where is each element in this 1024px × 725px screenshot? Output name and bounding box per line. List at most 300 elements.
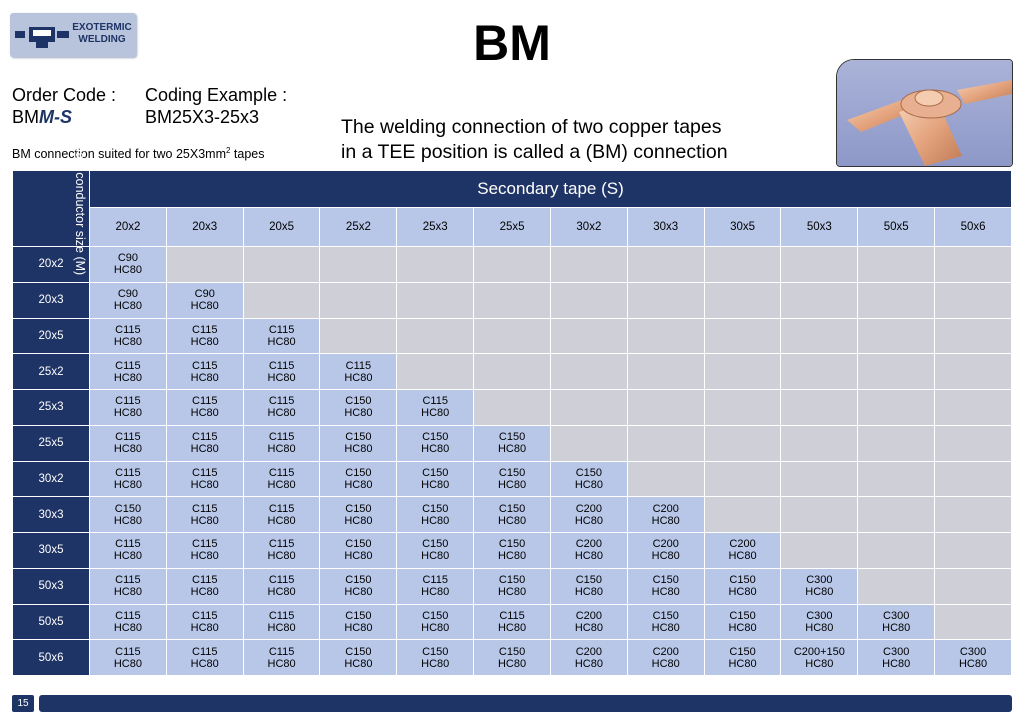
suited-after: tapes [230,147,265,162]
table-row [13,533,1012,569]
table-cell [90,533,167,569]
table-cell [90,318,167,354]
table-cell-empty [858,461,935,497]
description-line1: The welding connection of two copper tapes [341,116,722,138]
table-cell-empty [704,497,781,533]
table-cell-empty [550,390,627,426]
cell-handle-code: HC80 [497,657,527,670]
table-cell-empty [935,461,1012,497]
column-header: 25x5 [474,208,551,247]
table-cell [243,568,320,604]
row-header: 50x3 [13,568,90,604]
table-cell-empty [474,318,551,354]
table-cell-empty [781,390,858,426]
cell-handle-code: HC80 [344,657,373,670]
table-cell [858,640,935,676]
table-cell [474,425,551,461]
table-cell-empty [858,318,935,354]
cell-mould-code: C115 [115,609,141,622]
table-cell-empty [935,604,1012,640]
table-cell [704,568,781,604]
cell-mould-code: C150 [498,466,526,479]
suited-before: BM connection suited for two 25X3mm [12,147,226,162]
cell-mould-code: C115 [192,609,218,622]
cell-handle-code: HC80 [190,407,219,420]
table-cell [320,533,397,569]
main-conductor-label: Main conductor size (M) [73,141,88,276]
table-cell [320,354,397,390]
table-cell [166,497,243,533]
table-cell [627,604,704,640]
cell-mould-code: C150 [498,431,526,444]
table-cell [704,533,781,569]
cell-mould-code: C115 [192,323,218,336]
cell-mould-code: C115 [268,466,295,479]
table-cell [627,497,704,533]
table-cell-empty [935,533,1012,569]
cell-mould-code: C115 [192,645,218,658]
cell-handle-code: HC80 [574,621,603,634]
table-cell-empty [397,247,474,283]
cell-mould-code: C115 [268,538,295,551]
cell-mould-code: C150 [345,502,372,515]
cell-handle-code: HC80 [421,443,450,456]
cell-handle-code: HC80 [113,550,142,563]
table-cell-empty [704,461,781,497]
column-header: 20x2 [90,208,167,247]
table-cell-empty [320,282,397,318]
table-cell [166,390,243,426]
row-header: 30x5 [13,533,90,569]
cell-handle-code: HC80 [190,300,219,313]
table-cell [858,604,935,640]
cell-mould-code: C300 [806,574,833,587]
table-cell [243,318,320,354]
table-cell-empty [243,282,320,318]
table-cell [166,568,243,604]
cell-mould-code: C150 [575,574,603,587]
table-cell [90,390,167,426]
cell-handle-code: HC80 [421,657,450,670]
table-row [13,354,1012,390]
cell-handle-code: HC80 [113,407,142,420]
cell-mould-code: C115 [268,502,295,515]
cell-mould-code: C115 [192,538,218,551]
logo-line1: EXOTERMIC [72,22,132,33]
table-cell [320,390,397,426]
table-cell [397,533,474,569]
table-cell [166,318,243,354]
cell-handle-code: HC80 [190,443,219,456]
cell-handle-code: HC80 [497,550,527,563]
cell-handle-code: HC80 [421,407,450,420]
cell-handle-code: HC80 [190,550,219,563]
table-row [13,282,1012,318]
cell-handle-code: HC80 [497,478,527,491]
cell-handle-code: HC80 [574,586,603,599]
cell-handle-code: HC80 [190,514,219,527]
table-cell-empty [704,282,781,318]
cell-mould-code: C115 [268,574,295,587]
table-cell-empty [935,318,1012,354]
table-cell-empty [935,425,1012,461]
cell-mould-code: C150 [652,609,679,622]
cell-handle-code: HC80 [651,550,680,563]
cell-handle-code: HC80 [190,657,219,670]
cell-mould-code: C115 [115,538,141,551]
cell-handle-code: HC80 [344,621,373,634]
cell-handle-code: HC80 [113,300,142,313]
cell-mould-code: C150 [114,502,142,515]
table-cell-empty [550,354,627,390]
copper-tee-illustration [837,60,1012,166]
table-row [13,568,1012,604]
table-cell [320,461,397,497]
column-header: 30x3 [627,208,704,247]
cell-handle-code: HC80 [651,586,680,599]
table-cell-empty [474,390,551,426]
cell-mould-code: C115 [422,574,448,587]
cell-mould-code: C150 [729,609,756,622]
cell-handle-code: HC80 [113,514,142,527]
cell-handle-code: HC80 [421,514,450,527]
suited-sup: 2 [226,146,231,155]
table-cell [90,354,167,390]
cell-handle-code: HC80 [421,621,450,634]
table-cell-empty [858,354,935,390]
cell-handle-code: HC80 [805,586,834,599]
table-cell [397,497,474,533]
table-cell [397,604,474,640]
cell-handle-code: HC80 [267,335,296,348]
cell-mould-code: C115 [192,502,218,515]
table-cell-empty [781,318,858,354]
description-line2: in a TEE position is called a (BM) connection [341,141,728,163]
column-header: 50x5 [858,208,935,247]
table-row [13,318,1012,354]
row-header: 25x3 [13,390,90,426]
order-code [12,106,72,128]
table-cell [627,640,704,676]
table-cell [166,354,243,390]
cell-mould-code: C200 [575,645,603,658]
table-cell [243,425,320,461]
table-cell [243,354,320,390]
cell-mould-code: C150 [345,538,372,551]
order-code-label: Order Code : [12,85,117,105]
cell-mould-code: C115 [192,574,218,587]
cell-handle-code: HC80 [190,335,219,348]
cell-handle-code: HC80 [805,621,834,634]
cell-mould-code: C300 [883,609,910,622]
table-cell-empty [627,461,704,497]
table-cell [243,604,320,640]
table-cell-empty [243,247,320,283]
cell-handle-code: HC80 [113,264,142,277]
table-row [13,390,1012,426]
cell-handle-code: HC80 [574,478,603,491]
table-cell [90,604,167,640]
cell-handle-code: HC80 [267,371,296,384]
cell-handle-code: HC80 [497,586,527,599]
cell-mould-code: C150 [498,574,526,587]
table-cell [320,425,397,461]
table-cell [474,640,551,676]
cell-mould-code: C115 [115,645,141,658]
table-cell [627,533,704,569]
cell-handle-code: HC80 [267,550,296,563]
cell-handle-code: HC80 [805,657,834,670]
cell-handle-code: HC80 [497,514,527,527]
table-cell-empty [704,247,781,283]
table-cell-empty [935,354,1012,390]
cell-handle-code: HC80 [574,657,603,670]
table-cell [90,461,167,497]
column-header: 20x5 [243,208,320,247]
cell-mould-code: C115 [345,359,372,372]
table-cell [320,497,397,533]
table-cell [243,497,320,533]
table-cell [550,640,627,676]
table-cell [397,640,474,676]
table-cell-empty [397,318,474,354]
table-cell [166,640,243,676]
column-header: 30x2 [550,208,627,247]
cell-mould-code: C150 [345,645,372,658]
cell-handle-code: HC80 [113,335,142,348]
cell-mould-code: C115 [268,359,295,372]
table-cell-empty [550,425,627,461]
table-cell-empty [550,282,627,318]
cell-mould-code: C115 [268,431,295,444]
cell-mould-code: C115 [115,574,141,587]
cell-mould-code: C200 [652,645,679,658]
table-row [13,425,1012,461]
cell-handle-code: HC80 [267,443,296,456]
cell-handle-code: HC80 [344,478,373,491]
table-cell-empty [781,354,858,390]
row-header: 25x2 [13,354,90,390]
table-cell [474,497,551,533]
table-cell-empty [166,247,243,283]
coding-example-label: Coding Example : [145,85,288,105]
page-number: 15 [12,695,34,712]
column-header: 20x3 [166,208,243,247]
cell-mould-code: C90 [117,252,138,265]
cell-handle-code: HC80 [958,657,988,670]
table-cell-empty [781,497,858,533]
cell-handle-code: HC80 [190,621,219,634]
table-cell-empty [627,247,704,283]
coding-example-code: BM25X3-25x3 [145,107,260,127]
table-row [13,247,1012,283]
table-cell-empty [935,282,1012,318]
cell-handle-code: HC80 [190,478,219,491]
cell-mould-code: C150 [345,574,372,587]
cell-mould-code: C150 [652,574,679,587]
table-cell [243,390,320,426]
table-cell [550,604,627,640]
cell-handle-code: HC80 [497,443,527,456]
table-cell-empty [474,282,551,318]
cell-mould-code: C300 [883,645,910,658]
table-cell-empty [935,390,1012,426]
logo-line2: WELDING [78,34,126,45]
table-cell [243,640,320,676]
row-header: 30x3 [13,497,90,533]
row-header: 25x5 [13,425,90,461]
table-cell [397,568,474,604]
cell-handle-code: HC80 [113,657,142,670]
cell-handle-code: HC80 [344,514,373,527]
table-cell-empty [474,247,551,283]
product-photo [836,59,1013,167]
table-cell-empty [858,568,935,604]
cell-handle-code: HC80 [344,443,373,456]
cell-mould-code: C150 [345,609,372,622]
cell-handle-code: HC80 [190,371,219,384]
table-row [13,461,1012,497]
cell-mould-code: C150 [345,395,372,408]
table-cell-empty [550,318,627,354]
cell-handle-code: HC80 [421,478,450,491]
cell-handle-code: HC80 [267,407,296,420]
table-cell-empty [858,390,935,426]
cell-handle-code: HC80 [574,514,603,527]
table-cell [550,497,627,533]
cell-mould-code: C150 [422,431,449,444]
table-cell-empty [858,497,935,533]
cell-handle-code: HC80 [421,550,450,563]
cell-handle-code: HC80 [728,657,757,670]
row-header: 30x2 [13,461,90,497]
row-header: 50x6 [13,640,90,676]
cell-mould-code: C150 [498,538,526,551]
cell-mould-code: C115 [115,323,141,336]
table-cell [90,497,167,533]
row-header: 20x2 [13,247,90,283]
cell-mould-code: C200 [575,609,603,622]
cell-handle-code: HC80 [267,514,296,527]
cell-mould-code: C90 [117,288,138,301]
table-cell-empty [704,390,781,426]
table-cell [474,568,551,604]
cell-mould-code: C200+150 [793,645,845,658]
cell-handle-code: HC80 [421,586,450,599]
cell-handle-code: HC80 [651,514,680,527]
cell-mould-code: C115 [268,645,295,658]
table-cell-empty [858,533,935,569]
table-cell [166,282,243,318]
table-cell [243,533,320,569]
page-title: BM [473,15,551,71]
cell-mould-code: C150 [422,466,449,479]
table-cell-empty [781,247,858,283]
cell-mould-code: C115 [115,395,141,408]
cell-mould-code: C300 [806,609,833,622]
table-cell [90,282,167,318]
table-cell-empty [627,282,704,318]
cell-handle-code: HC80 [267,478,296,491]
table-cell [704,604,781,640]
table-cell-empty [858,282,935,318]
cell-mould-code: C115 [115,431,141,444]
cell-handle-code: HC80 [651,621,680,634]
cell-handle-code: HC80 [113,371,142,384]
table-cell [320,604,397,640]
table-cell-empty [781,425,858,461]
table-cell [90,568,167,604]
cell-handle-code: HC80 [574,550,603,563]
cell-handle-code: HC80 [113,478,142,491]
cell-handle-code: HC80 [113,621,142,634]
table-cell [550,568,627,604]
table-cell-empty [550,247,627,283]
cell-mould-code: C150 [422,609,449,622]
cell-handle-code: HC80 [267,657,296,670]
cell-mould-code: C115 [422,395,448,408]
table-cell [320,640,397,676]
cell-mould-code: C150 [729,574,756,587]
table-cell-empty [935,497,1012,533]
cell-mould-code: C115 [115,359,141,372]
table-cell-empty [781,461,858,497]
table-cell-empty [627,354,704,390]
cell-handle-code: HC80 [113,586,142,599]
column-header: 25x3 [397,208,474,247]
table-cell [320,568,397,604]
column-header: 30x5 [704,208,781,247]
cell-handle-code: HC80 [728,621,757,634]
column-header: 50x3 [781,208,858,247]
table-cell [166,604,243,640]
table-cell [781,640,858,676]
table-cell [550,461,627,497]
row-header: 20x3 [13,282,90,318]
cell-mould-code: C300 [959,645,987,658]
row-header: 50x5 [13,604,90,640]
footer-bar [39,695,1012,712]
cell-mould-code: C115 [192,395,218,408]
cell-mould-code: C115 [268,323,295,336]
table-row [13,497,1012,533]
cell-mould-code: C115 [115,466,141,479]
cell-handle-code: HC80 [882,621,911,634]
table-cell [166,461,243,497]
cell-mould-code: C150 [345,431,372,444]
table-cell [166,533,243,569]
cell-mould-code: C200 [652,538,679,551]
table-cell-empty [474,354,551,390]
cell-handle-code: HC80 [267,586,296,599]
cell-mould-code: C150 [498,502,526,515]
cell-mould-code: C150 [498,645,526,658]
table-cell [474,461,551,497]
order-code-prefix: BM [12,107,39,127]
table-cell-empty [397,354,474,390]
cell-mould-code: C150 [575,466,603,479]
cell-handle-code: HC80 [497,621,527,634]
cell-handle-code: HC80 [882,657,911,670]
cell-handle-code: HC80 [267,621,296,634]
table-cell [550,533,627,569]
table-cell-empty [704,354,781,390]
table-cell [397,425,474,461]
column-header-row [13,208,1012,247]
table-cell [474,604,551,640]
cell-handle-code: HC80 [344,586,373,599]
cell-mould-code: C115 [499,609,525,622]
